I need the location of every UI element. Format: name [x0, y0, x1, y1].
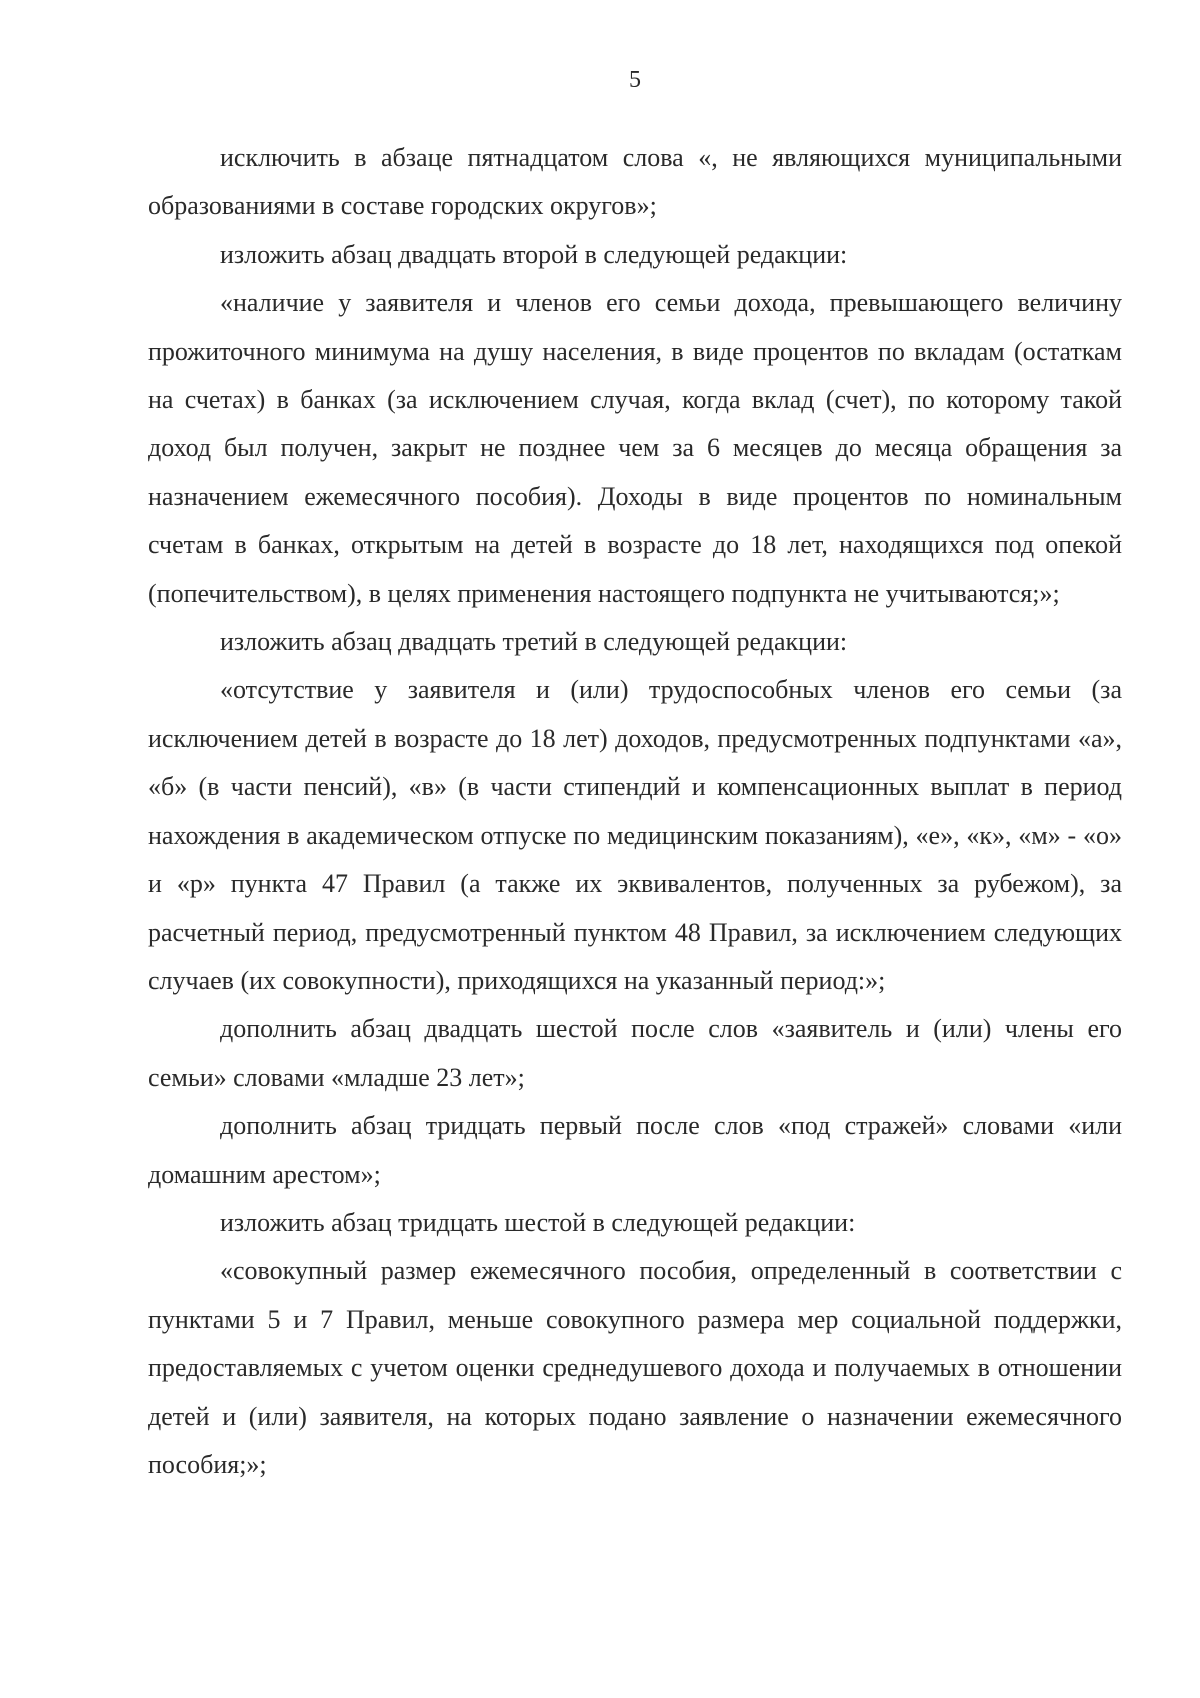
paragraph: «совокупный размер ежемесячного пособия, определенный в соответствии с пунктами 5 и 7 Правил, меньше совокупного размера мер социальной поддержки, предоставляемых с учетом оценки среднедушевого дохода и получаемых в отношении детей и (или) заявителя, на которых подано заявление о назначении ежемесячного пособия;»;: [148, 1256, 1122, 1479]
paragraph: изложить абзац двадцать третий в следующей редакции:: [220, 627, 848, 657]
paragraph: изложить абзац двадцать второй в следующей редакции:: [220, 239, 848, 269]
paragraph: дополнить абзац тридцать первый после слов «под стражей» словами «или домашним арестом»;: [148, 1111, 1122, 1189]
paragraph: исключить в абзаце пятнадцатом слова «, не являющихся муниципальными образованиями в составе городских округов»;: [148, 143, 1122, 221]
paragraph: «отсутствие у заявителя и (или) трудоспособных членов его семьи (за исключением детей в возрасте до 18 лет) доходов, предусмотренных подпунктами «а», «б» (в части пенсий), «в» (в части стипендий и компенсационных выплат в период нахождения в академическом отпуске по медицинским показаниям), «е», «к», «м» - «о» и «р» пункта 47 Правил (а также их эквивалентов, полученных за рубежом), за расчетный период, предусмотренный пунктом 48 Правил, за исключением следующих случаев (их совокупности), приходящихся на указанный период:»;: [148, 675, 1122, 995]
paragraph: дополнить абзац двадцать шестой после слов «заявитель и (или) члены его семьи» словами «младше 23 лет»;: [148, 1014, 1122, 1092]
page-number: 5: [629, 67, 641, 93]
document-body: [148, 134, 1122, 1489]
paragraph: «наличие у заявителя и членов его семьи дохода, превышающего величину прожиточного минимума на душу населения, в виде процентов по вкладам (остаткам на счетах) в банках (за исключением случая, когда вклад (счет), по которому такой доход был получен, закрыт не позднее чем за 6 месяцев до месяца обращения за назначением ежемесячного пособия). Доходы в виде процентов по номинальным счетам в банках, открытым на детей в возрасте до 18 лет, находящихся под опекой (попечительством), в целях применения настоящего подпункта не учитываются;»;: [148, 288, 1122, 608]
paragraph: изложить абзац тридцать шестой в следующей редакции:: [220, 1207, 856, 1237]
